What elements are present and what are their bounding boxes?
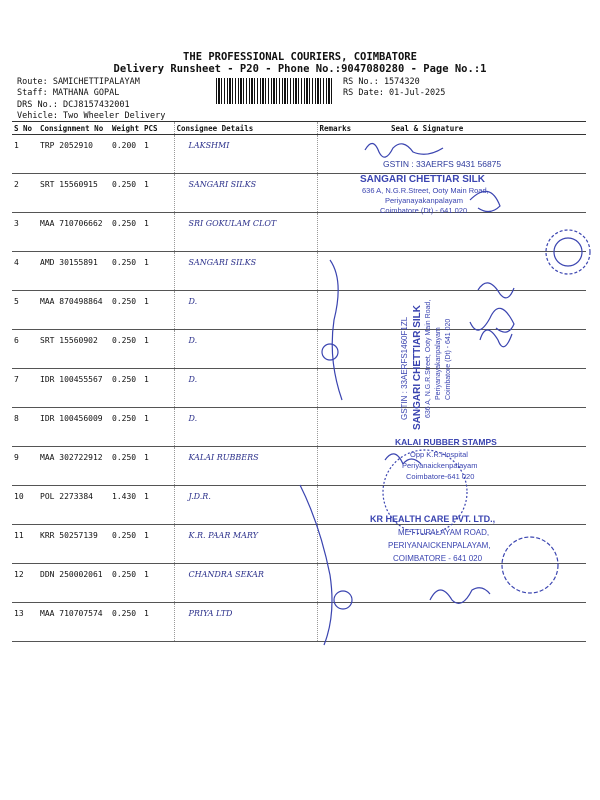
cell-weight: 0.200 — [110, 135, 142, 174]
cell-pcs: 1 — [142, 174, 174, 213]
kr-stamp-addr1: METTUPALAYAM ROAD, — [398, 528, 490, 537]
cell-weight: 0.250 — [110, 174, 142, 213]
gstin-note: GSTIN : 33AERFS 9431 56875 — [383, 159, 502, 169]
sangari-stamp-addr3: Coimbatore (Dt) - 641 020 — [380, 206, 468, 215]
kr-stamp-name: KR HEALTH CARE PVT. LTD., — [370, 514, 496, 524]
kalai-stamp-name: KALAI RUBBER STAMPS — [395, 437, 497, 447]
kalai-stamp-addr2: Periyanaickenpalayam — [402, 461, 478, 470]
cell-consignment-no: MAA 870498864 — [38, 291, 110, 330]
kr-stamp-addr3: COIMBATORE - 641 020 — [393, 554, 483, 563]
col-remarks: Remarks — [317, 122, 371, 135]
page-subtitle: Delivery Runsheet - P20 - Phone No.:9047080280 - Page No.:1 — [113, 63, 487, 75]
cell-consignee-handwriting: D. — [174, 330, 317, 369]
cell-consignment-no: SRT 15560902 — [38, 330, 110, 369]
cell-consignee-handwriting: K.R. PAAR MARY — [174, 525, 317, 564]
rs-date: RS Date: 01-Jul-2025 — [343, 88, 446, 98]
cell-pcs: 1 — [142, 447, 174, 486]
vertical-sangari-addr1: 636 A, N.G.R.Street, Ooty Main Road, — [425, 299, 432, 418]
cell-consignment-no: AMD 30155891 — [38, 252, 110, 291]
cell-weight: 1.430 — [110, 486, 142, 525]
col-pcs: PCS — [142, 122, 174, 135]
cell-consignee-handwriting: J.D.R. — [174, 486, 317, 525]
cell-weight: 0.250 — [110, 525, 142, 564]
cell-pcs: 1 — [142, 525, 174, 564]
cell-consignee-handwriting: SANGARI SILKS — [174, 174, 317, 213]
cell-pcs: 1 — [142, 486, 174, 525]
vertical-sangari-name: SANGARI CHETTIAR SILK — [412, 305, 423, 430]
col-sno: S No — [12, 122, 38, 135]
kalai-stamp-addr3: Coimbatore-641 020 — [406, 472, 475, 481]
route-label: Route: SAMICHETTIPALAYAM — [17, 77, 140, 87]
cell-pcs: 1 — [142, 213, 174, 252]
cell-consignee-handwriting: LAKSHMI — [174, 135, 317, 174]
cell-consignee-handwriting: SRI GOKULAM CLOT — [174, 213, 317, 252]
rs-number: RS No.: 1574320 — [343, 77, 420, 87]
cell-weight: 0.250 — [110, 252, 142, 291]
cell-weight: 0.250 — [110, 291, 142, 330]
vertical-sangari-addr2: Periyanayakanpalayam — [435, 327, 442, 400]
cell-sno: 11 — [12, 525, 38, 564]
staff-label: Staff: MATHANA GOPAL — [17, 88, 120, 98]
col-consignment: Consignment No — [38, 122, 110, 135]
cell-consignee-handwriting: PRIYA LTD — [174, 603, 317, 642]
cell-pcs: 1 — [142, 330, 174, 369]
cell-pcs: 1 — [142, 252, 174, 291]
kr-stamp-addr2: PERIYANAICKENPALAYAM, — [388, 541, 491, 550]
cell-weight: 0.250 — [110, 213, 142, 252]
vertical-sangari-addr3: Coimbatore (Dt) - 641 020 — [445, 318, 452, 400]
col-consignee: Consignee Details — [174, 122, 317, 135]
cell-consignee-handwriting: SANGARI SILKS — [174, 252, 317, 291]
page-title: THE PROFESSIONAL COURIERS, COIMBATORE — [183, 51, 417, 63]
cell-sno: 9 — [12, 447, 38, 486]
cell-consignment-no: IDR 100456009 — [38, 408, 110, 447]
sangari-stamp-addr1: 636 A, N.G.R.Street, Ooty Main Road, — [362, 186, 489, 195]
cell-pcs: 1 — [142, 291, 174, 330]
cell-weight: 0.250 — [110, 447, 142, 486]
cell-consignment-no: TRP 2052910 — [38, 135, 110, 174]
cell-consignee-handwriting: D. — [174, 408, 317, 447]
cell-sno: 8 — [12, 408, 38, 447]
kalai-stamp-addr1: Opp K.R.Hospital — [410, 450, 468, 459]
cell-pcs: 1 — [142, 408, 174, 447]
cell-consignment-no: MAA 710707574 — [38, 603, 110, 642]
vehicle-label: Vehicle: Two Wheeler Delivery — [17, 111, 166, 121]
cell-weight: 0.250 — [110, 564, 142, 603]
cell-consignment-no: SRT 15560915 — [38, 174, 110, 213]
cell-consignee-handwriting: D. — [174, 369, 317, 408]
cell-consignment-no: POL 2273384 — [38, 486, 110, 525]
sangari-stamp-addr2: Periyanayakanpalayam — [385, 196, 463, 205]
cell-consignment-no: MAA 302722912 — [38, 447, 110, 486]
cell-weight: 0.250 — [110, 603, 142, 642]
col-weight: Weight — [110, 122, 142, 135]
cell-consignment-no: DDN 250002061 — [38, 564, 110, 603]
cell-pcs: 1 — [142, 564, 174, 603]
cell-sno: 1 — [12, 135, 38, 174]
col-seal: Seal & Signature — [371, 122, 586, 135]
sangari-stamp-name: SANGARI CHETTIAR SILK — [360, 174, 485, 185]
cell-consignment-no: IDR 100455567 — [38, 369, 110, 408]
cell-pcs: 1 — [142, 369, 174, 408]
cell-weight: 0.250 — [110, 369, 142, 408]
drs-label: DRS No.: DCJ8157432001 — [17, 100, 130, 110]
cell-sno: 3 — [12, 213, 38, 252]
vertical-gstin: GSTIN : 33AERFS1460F1ZL — [400, 316, 409, 420]
cell-sno: 5 — [12, 291, 38, 330]
cell-sno: 10 — [12, 486, 38, 525]
cell-consignment-no: KRR 50257139 — [38, 525, 110, 564]
cell-pcs: 1 — [142, 603, 174, 642]
cell-weight: 0.250 — [110, 330, 142, 369]
cell-sno: 13 — [12, 603, 38, 642]
cell-sno: 6 — [12, 330, 38, 369]
cell-sno: 7 — [12, 369, 38, 408]
cell-weight: 0.250 — [110, 408, 142, 447]
cell-sno: 4 — [12, 252, 38, 291]
cell-consignee-handwriting: D. — [174, 291, 317, 330]
cell-pcs: 1 — [142, 135, 174, 174]
cell-sno: 12 — [12, 564, 38, 603]
cell-sno: 2 — [12, 174, 38, 213]
cell-consignee-handwriting: KALAI RUBBERS — [174, 447, 317, 486]
cell-consignee-handwriting: CHANDRA SEKAR — [174, 564, 317, 603]
cell-consignment-no: MAA 710706662 — [38, 213, 110, 252]
